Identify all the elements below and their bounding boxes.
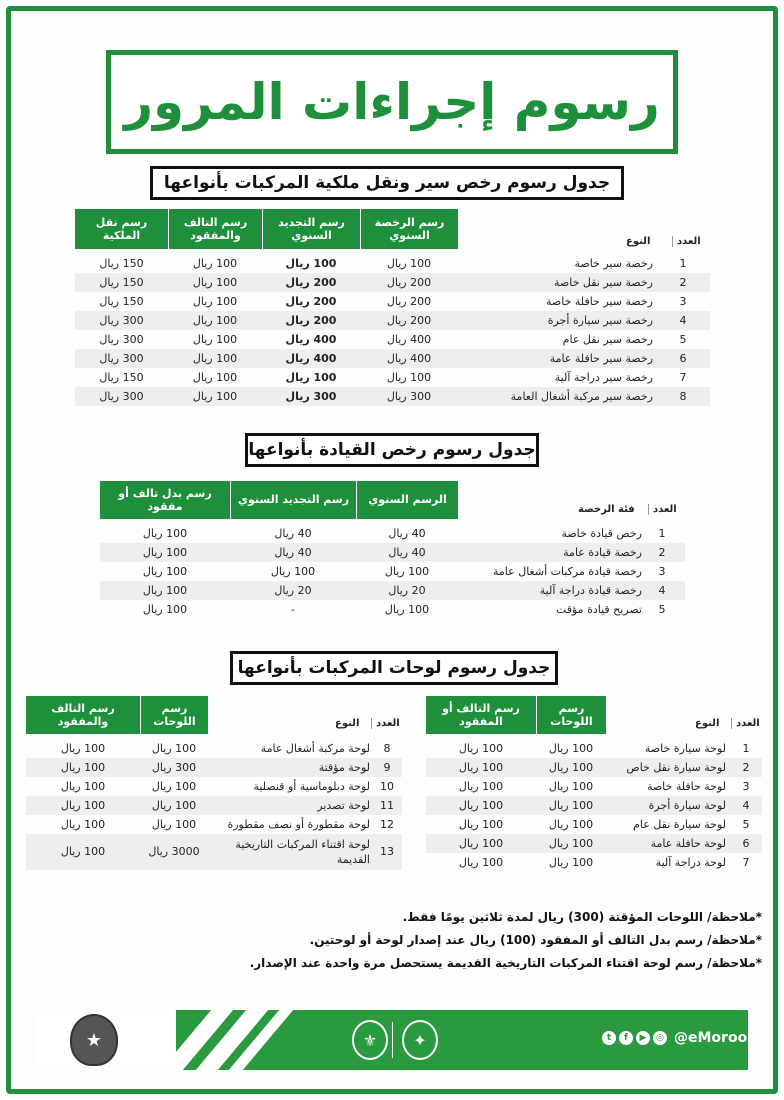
row-plate-fee: 100 ريال: [548, 799, 594, 812]
row-license-fee: 200 ريال: [386, 295, 432, 308]
row-lost-fee: 100 ريال: [60, 799, 106, 812]
row-plate-fee: 100 ريال: [548, 742, 594, 755]
row-type: لوحة حافلة عامة: [650, 837, 726, 850]
row-renewal-fee: 200 ريال: [285, 314, 337, 327]
row-number: 11: [380, 799, 394, 812]
row-category: رخصة قيادة مركبات أشغال عامة: [493, 565, 642, 578]
row-plate-fee: 100 ريال: [548, 780, 594, 793]
row-number: 1: [742, 742, 750, 755]
row-plate-fee: 100 ريال: [151, 742, 197, 755]
table-row: [26, 796, 402, 815]
table3-right-col-num: العدد: [731, 718, 760, 729]
instagram-icon[interactable]: ◎: [653, 1031, 667, 1045]
note-1: *ملاحظة/ اللوحات المؤقتة (300) ريال لمدة ثلاثين يومًا فقط.: [402, 910, 762, 924]
table2-title: جدول رسوم رخص القيادة بأنواعها: [245, 433, 539, 467]
row-type: رخصة سير نقل عام: [562, 333, 653, 346]
row-number: 2: [679, 276, 687, 289]
table1-title: جدول رسوم رخص سير ونقل ملكية المركبات بأنواعها: [150, 166, 624, 200]
row-lost-fee: 100 ريال: [142, 527, 188, 540]
row-lost-fee: 100 ريال: [458, 780, 504, 793]
row-lost-fee: 100 ريال: [60, 780, 106, 793]
row-number: 1: [679, 257, 687, 270]
row-lost-fee: 100 ريال: [192, 295, 238, 308]
table-row: [26, 739, 402, 758]
page-title-text: رسوم إجراءات المرور: [124, 73, 660, 131]
row-number: 5: [742, 818, 750, 831]
row-number: 1: [658, 527, 666, 540]
table3-left-header-plate: رسم اللوحات: [140, 696, 208, 734]
table-row: [100, 543, 685, 562]
row-renewal-fee: 40 ريال: [274, 546, 312, 559]
table1-header-license: رسم الرخصة السنوي: [360, 209, 458, 249]
table3-left-col-num: العدد: [371, 718, 400, 729]
row-category: رخصة قيادة دراجة آلية: [539, 584, 642, 597]
row-number: 4: [658, 584, 666, 597]
row-type: لوحة مقطورة أو نصف مقطورة: [227, 818, 370, 831]
row-type: لوحة تصدير: [317, 799, 370, 812]
row-number: 2: [658, 546, 666, 559]
row-renewal-fee: 400 ريال: [285, 352, 337, 365]
table-row: [426, 777, 762, 796]
row-number: 7: [742, 856, 750, 869]
moi-emblem-icon: ⚜: [352, 1020, 388, 1060]
row-category: رخصة قيادة عامة: [563, 546, 642, 559]
row-lost-fee: 100 ريال: [192, 390, 238, 403]
table-row: [75, 254, 710, 273]
note-3: *ملاحظة/ رسم لوحة اقتناء المركبات التاريخية القديمة يستحصل مرة واحدة عند الإصدار.: [249, 956, 762, 970]
row-number: 6: [679, 352, 687, 365]
row-lost-fee: 100 ريال: [60, 845, 106, 858]
row-lost-fee: 100 ريال: [192, 257, 238, 270]
row-number: 7: [679, 371, 687, 384]
row-number: 4: [679, 314, 687, 327]
table-row: [26, 815, 402, 834]
row-license-fee: 100 ريال: [386, 257, 432, 270]
row-renewal-fee: 200 ريال: [285, 276, 337, 289]
table2-header-renewal: رسم التجديد السنوي: [230, 481, 356, 519]
row-plate-fee: 100 ريال: [151, 780, 197, 793]
row-type: لوحة حافلة خاصة: [646, 780, 726, 793]
row-type: رخصة سير خاصة: [574, 257, 653, 270]
row-plate-fee: 100 ريال: [548, 837, 594, 850]
row-renewal-fee: 200 ريال: [285, 295, 337, 308]
row-renewal-fee: 100 ريال: [285, 371, 337, 384]
row-transfer-fee: 150 ريال: [99, 295, 144, 308]
row-number: 5: [679, 333, 687, 346]
row-transfer-fee: 300 ريال: [99, 333, 144, 346]
row-plate-fee: 100 ريال: [151, 799, 197, 812]
note-2: *ملاحظة/ رسم بدل التالف أو المفقود (100) ريال عند إصدار لوحة أو لوحتين.: [309, 933, 762, 947]
row-license-fee: 200 ريال: [386, 276, 432, 289]
row-number: 5: [658, 603, 666, 616]
row-number: 3: [742, 780, 750, 793]
row-lost-fee: 100 ريال: [192, 352, 238, 365]
row-type: لوحة اقتناء المركبات التاريخية القديمة: [235, 838, 370, 866]
row-type: لوحة سيارة نقل عام: [633, 818, 726, 831]
row-number: 3: [658, 565, 666, 578]
table-row: [75, 349, 710, 368]
row-plate-fee: 300 ريال: [151, 761, 197, 774]
row-number: 4: [742, 799, 750, 812]
saudi-emblem-icon: ✦: [402, 1020, 438, 1060]
table1-col-num: العدد: [672, 236, 701, 247]
table1-header-transfer: رسم نقل الملكية: [75, 209, 168, 249]
row-type: رخصة سير نقل خاصة: [554, 276, 653, 289]
table-row: [75, 273, 710, 292]
row-lost-fee: 100 ريال: [60, 742, 106, 755]
row-type: رخصة سير حافلة عامة: [549, 352, 653, 365]
row-transfer-fee: 150 ريال: [99, 371, 144, 384]
row-annual-fee: 40 ريال: [388, 527, 426, 540]
row-renewal-fee: 400 ريال: [285, 333, 337, 346]
table3-title: جدول رسوم لوحات المركبات بأنواعها: [230, 651, 558, 685]
table3-right-header-plate: رسم اللوحات: [536, 696, 606, 734]
table-row: [426, 758, 762, 777]
table3-right-col-type: النوع: [695, 718, 720, 729]
row-license-fee: 300 ريال: [386, 390, 432, 403]
table-row: [75, 311, 710, 330]
table3-left-header-lost: رسم التالف والمفقود: [26, 696, 140, 734]
row-lost-fee: 100 ريال: [192, 333, 238, 346]
row-number: 13: [380, 845, 394, 858]
table-row: [26, 758, 402, 777]
row-lost-fee: 100 ريال: [60, 818, 106, 831]
row-type: لوحة دبلوماسية أو قنصلية: [253, 780, 370, 793]
social-links: [602, 1030, 754, 1046]
row-lost-fee: 100 ريال: [192, 276, 238, 289]
row-lost-fee: 100 ريال: [458, 837, 504, 850]
table-row: [75, 368, 710, 387]
row-renewal-fee: 20 ريال: [274, 584, 312, 597]
row-renewal-fee: 40 ريال: [274, 527, 312, 540]
row-plate-fee: 3000 ريال: [148, 845, 200, 858]
row-type: لوحة سيارة خاصة: [644, 742, 726, 755]
table-row: [100, 600, 685, 619]
row-number: 8: [679, 390, 687, 403]
row-license-fee: 400 ريال: [386, 352, 432, 365]
table2-header-annual: الرسم السنوي: [356, 481, 458, 519]
row-renewal-fee: 100 ريال: [285, 257, 337, 270]
row-renewal-fee: -: [291, 603, 295, 616]
row-lost-fee: 100 ريال: [192, 314, 238, 327]
row-type: رخصة سير مركبة أشغال العامة: [510, 390, 653, 403]
row-lost-fee: 100 ريال: [142, 546, 188, 559]
row-lost-fee: 100 ريال: [458, 742, 504, 755]
row-lost-fee: 100 ريال: [142, 584, 188, 597]
footer-divider: [392, 1022, 393, 1058]
row-lost-fee: 100 ريال: [142, 603, 188, 616]
row-lost-fee: 100 ريال: [458, 799, 504, 812]
row-type: رخصة سير حافلة خاصة: [546, 295, 653, 308]
table2-header-lost: رسم بدل تالف أو مفقود: [100, 481, 230, 519]
row-license-fee: 200 ريال: [386, 314, 432, 327]
row-number: 3: [679, 295, 687, 308]
table-row: [100, 581, 685, 600]
row-number: 12: [380, 818, 394, 831]
table-row: [26, 777, 402, 796]
table1-header-lost: رسم التالف والمفقود: [168, 209, 262, 249]
row-transfer-fee: 300 ريال: [99, 352, 144, 365]
row-annual-fee: 100 ريال: [384, 565, 430, 578]
notes: [150, 906, 762, 975]
table-row: [75, 292, 710, 311]
row-type: رخصة سير سيارة أجرة: [547, 314, 653, 327]
table1-col-type: النوع: [626, 236, 651, 247]
youtube-icon[interactable]: ▶: [636, 1031, 650, 1045]
row-annual-fee: 100 ريال: [384, 603, 430, 616]
row-transfer-fee: 300 ريال: [99, 314, 144, 327]
row-number: 9: [383, 761, 391, 774]
row-lost-fee: 100 ريال: [142, 565, 188, 578]
row-renewal-fee: 300 ريال: [285, 390, 337, 403]
row-license-fee: 400 ريال: [386, 333, 432, 346]
row-plate-fee: 100 ريال: [548, 761, 594, 774]
table-row: [426, 796, 762, 815]
row-type: لوحة دراجة آلية: [655, 856, 726, 869]
table-row: [100, 562, 685, 581]
row-plate-fee: 100 ريال: [151, 818, 197, 831]
row-type: لوحة سيارة أجرة: [648, 799, 726, 812]
row-lost-fee: 100 ريال: [192, 371, 238, 384]
table2-col-num: العدد: [648, 504, 677, 515]
row-annual-fee: 20 ريال: [388, 584, 426, 597]
row-number: 2: [742, 761, 750, 774]
row-type: لوحة مركبة أشغال عامة: [260, 742, 370, 755]
row-transfer-fee: 300 ريال: [99, 390, 144, 403]
row-category: رخص قيادة خاصة: [561, 527, 642, 540]
table-row: [75, 330, 710, 349]
twitter-icon[interactable]: t: [602, 1031, 616, 1045]
traffic-police-badge-icon: ★: [70, 1014, 118, 1066]
row-plate-fee: 100 ريال: [548, 818, 594, 831]
table-row: [426, 815, 762, 834]
row-license-fee: 100 ريال: [386, 371, 432, 384]
table1-header-renewal: رسم التجديد السنوي: [262, 209, 360, 249]
row-type: لوحة مؤقتة: [318, 761, 370, 774]
row-number: 10: [380, 780, 394, 793]
table3-left-col-type: النوع: [335, 718, 360, 729]
row-renewal-fee: 100 ريال: [270, 565, 316, 578]
table-row: [100, 524, 685, 543]
row-lost-fee: 100 ريال: [458, 818, 504, 831]
table-row: [426, 834, 762, 853]
row-number: 8: [383, 742, 391, 755]
table-row: [75, 387, 710, 406]
table-row: [426, 739, 762, 758]
row-lost-fee: 100 ريال: [458, 856, 504, 869]
row-type: لوحة سيارة نقل خاص: [626, 761, 726, 774]
table-row: [426, 853, 762, 872]
facebook-icon[interactable]: f: [619, 1031, 633, 1045]
row-annual-fee: 40 ريال: [388, 546, 426, 559]
table2-col-type: فئة الرخصة: [578, 504, 635, 515]
table3-right-header-lost: رسم التالف أو المفقود: [426, 696, 536, 734]
social-handle[interactable]: @eMoroor: [674, 1030, 755, 1046]
row-category: تصريح قيادة مؤقت: [555, 603, 642, 616]
row-lost-fee: 100 ريال: [60, 761, 106, 774]
row-lost-fee: 100 ريال: [458, 761, 504, 774]
row-transfer-fee: 150 ريال: [99, 257, 144, 270]
table-row: [26, 834, 402, 870]
row-plate-fee: 100 ريال: [548, 856, 594, 869]
row-transfer-fee: 150 ريال: [99, 276, 144, 289]
page-title: [106, 50, 678, 154]
row-number: 6: [742, 837, 750, 850]
row-type: رخصة سير دراجة آلية: [554, 371, 653, 384]
